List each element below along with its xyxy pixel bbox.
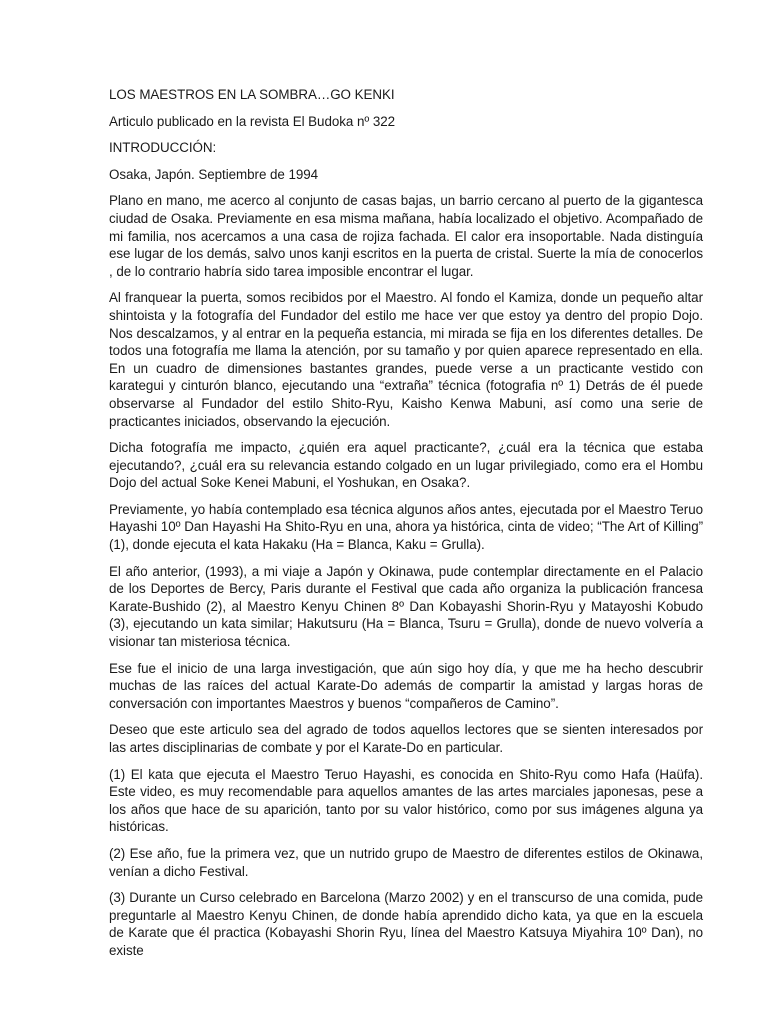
paragraph: El año anterior, (1993), a mi viaje a Japón y Okinawa, pude contemplar directamente en el Palacio de los Deportes de Bercy, Paris durante el Festival que cada año organiza la publicación francesa Karate-Bushido (2), al Maestro Kenyu Chinen 8º Dan Kobayashi Shorin-Ryu y Matayoshi Kobudo (3), ejecutando un kata similar; Hakutsuru (Ha = Blanca, Tsuru = Grulla), donde de nuevo volvería a visionar tan misteriosa técnica. xyxy=(109,563,703,650)
paragraph: Ese fue el inicio de una larga investigación, que aún sigo hoy día, y que me ha hecho descubrir muchas de las raíces del actual Karate-Do además de compartir la amistad y largas horas de conversación con importantes Maestros y buenos “compañeros de Camino”. xyxy=(109,660,703,711)
paragraph: Deseo que este articulo sea del agrado de todos aquellos lectores que se sienten interesados por las artes disciplinarias de combate y por el Karate-Do en particular. xyxy=(109,722,703,755)
article-subtitle: Articulo publicado en la revista El Budoka nº 322 xyxy=(109,113,396,129)
article-title: LOS MAESTROS EN LA SOMBRA…GO KENKI xyxy=(109,87,395,102)
place-date: Osaka, Japón. Septiembre de 1994 xyxy=(109,166,319,182)
footnote: (2) Ese año, fue la primera vez, que un nutrido grupo de Maestro de diferentes estilos de Okinawa, venían a dicho Festival. xyxy=(109,845,703,879)
paragraph: Al franquear la puerta, somos recibidos por el Maestro. Al fondo el Kamiza, donde un pequeño altar shintoista y la fotografía del Fundador del estilo me hace ver que estoy ya dentro del propio Dojo. Nos descalzamos, y al entrar en la pequeña estancia, mi mirada se fija en los diferentes detalles. De todos una fotografía me llama la atención, por su tamaño y por quien aparece representado en ella. En un cuadro de dimensiones bastantes grandes, puede verse a un practicante vestido con karategui y cinturón blanco, ejecutando una “extraña” técnica (fotografia nº 1) Detrás de él puede observarse al Fundador del estilo Shito-Ryu, Kaisho Kenwa Mabuni, así como una serie de practicantes iniciados, observando la ejecución. xyxy=(109,290,703,429)
footnote: (1) El kata que ejecuta el Maestro Teruo Hayashi, es conocida en Shito-Ryu como Hafa (Haüfa). Este video, es muy recomendable para aquellos amantes de las artes marciales japonesas, pese a los años que hace de su aparición, tanto por su valor histórico, como por sus imágenes alguna ya históricas. xyxy=(109,766,703,835)
paragraph: Dicha fotografía me impacto, ¿quién era aquel practicante?, ¿cuál era la técnica que estaba ejecutando?, ¿cuál era su relevancia estando colgado en un lugar privilegiado, como era el Hombu Dojo del actual Soke Kenei Mabuni, el Yoshukan, en Osaka?. xyxy=(109,440,703,491)
section-heading: INTRODUCCIÓN: xyxy=(109,140,217,156)
document-body xyxy=(109,86,703,969)
paragraph: Plano en mano, me acerco al conjunto de casas bajas, un barrio cercano al puerto de la gigantesca ciudad de Osaka. Previamente en esa misma mañana, había localizado el objetivo. Acompañado de mi familia, nos acercamos a una casa de rojiza fachada. El calor era insoportable. Nada distinguía ese lugar de los demás, salvo unos kanji escritos en la puerta de cristal. Suerte la mía de conocerlos , de lo contrario habría sido tarea imposible encontrar el lugar. xyxy=(109,193,703,279)
paragraph: Previamente, yo había contemplado esa técnica algunos años antes, ejecutada por el Maestro Teruo Hayashi 10º Dan Hayashi Ha Shito-Ryu en una, ahora ya histórica, cinta de video; “The Art of Killing” (1), donde ejecuta el kata Hakaku (Ha = Blanca, Kaku = Grulla). xyxy=(109,501,703,553)
footnote: (3) Durante un Curso celebrado en Barcelona (Marzo 2002) y en el transcurso de una comida, pude preguntarle al Maestro Kenyu Chinen, de donde había aprendido dicho kata, ya que en la escuela de Karate que él practica (Kobayashi Shorin Ryu, línea del Maestro Katsuya Miyahira 10º Dan), no existe xyxy=(109,890,703,958)
